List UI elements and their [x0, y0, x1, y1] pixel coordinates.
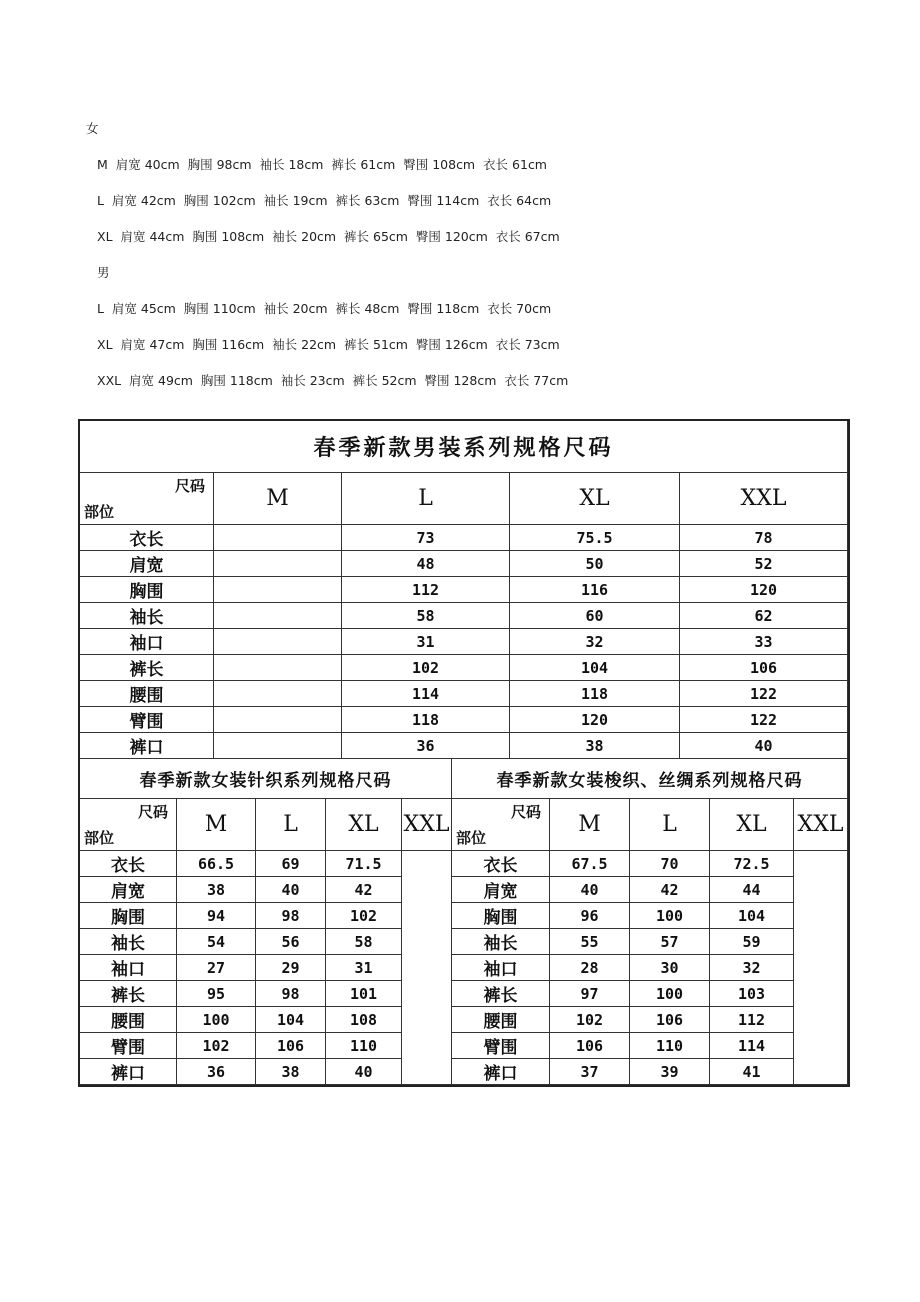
men-cell: 36	[342, 733, 510, 759]
men-cell	[214, 525, 342, 551]
women-woven-row-label: 裤口	[452, 1059, 550, 1085]
men-cell: 38	[510, 733, 680, 759]
women-knit-cell: 100	[177, 1007, 256, 1033]
women-woven-cell: 32	[710, 955, 794, 981]
women-knit-cell: 56	[256, 929, 326, 955]
women-knit-xxl-empty-column	[402, 851, 452, 1085]
men-cell	[214, 603, 342, 629]
women-knit-cell: 101	[326, 981, 402, 1007]
female-size-l-line: L 肩宽 42cm 胸围 102cm 袖长 19cm 裤长 63cm 臀围 114cm 衣长 64cm	[97, 193, 552, 208]
women-woven-cell: 40	[550, 877, 630, 903]
women-woven-cell: 37	[550, 1059, 630, 1085]
women-woven-size-header-m: M	[550, 799, 630, 851]
men-cell	[214, 577, 342, 603]
women-knit-row-label: 袖长	[80, 929, 177, 955]
men-cell: 52	[680, 551, 848, 577]
women-woven-cell: 72.5	[710, 851, 794, 877]
women-knit-cell: 104	[256, 1007, 326, 1033]
men-cell: 78	[680, 525, 848, 551]
women-woven-cell: 102	[550, 1007, 630, 1033]
men-cell: 58	[342, 603, 510, 629]
men-cell: 50	[510, 551, 680, 577]
women-knit-cell: 36	[177, 1059, 256, 1085]
women-knit-row-label: 袖口	[80, 955, 177, 981]
men-corner-cell	[80, 473, 214, 525]
female-size-xl-line: XL 肩宽 44cm 胸围 108cm 袖长 20cm 裤长 65cm 臀围 120cm 衣长 67cm	[97, 229, 560, 244]
men-cell	[214, 681, 342, 707]
men-table-title: 春季新款男装系列规格尺码	[80, 421, 848, 473]
women-woven-row-label: 裤长	[452, 981, 550, 1007]
men-row-label: 袖口	[80, 629, 214, 655]
women-knit-cell: 42	[326, 877, 402, 903]
men-cell: 102	[342, 655, 510, 681]
men-cell: 118	[342, 707, 510, 733]
women-woven-cell: 114	[710, 1033, 794, 1059]
women-knit-cell: 71.5	[326, 851, 402, 877]
women-knit-cell: 108	[326, 1007, 402, 1033]
women-woven-row-label: 腰围	[452, 1007, 550, 1033]
male-size-l-line: L 肩宽 45cm 胸围 110cm 袖长 20cm 裤长 48cm 臀围 118cm 衣长 70cm	[97, 301, 552, 316]
women-knit-row-label: 臂围	[80, 1033, 177, 1059]
women-knit-row-label: 裤口	[80, 1059, 177, 1085]
men-cell	[214, 551, 342, 577]
women-woven-cell: 96	[550, 903, 630, 929]
corner-part-label: 部位	[84, 503, 115, 521]
size-chart-tables	[78, 419, 850, 1087]
men-cell	[214, 707, 342, 733]
women-knit-cell: 27	[177, 955, 256, 981]
women-woven-cell: 44	[710, 877, 794, 903]
women-woven-cell: 110	[630, 1033, 710, 1059]
women-woven-cell: 112	[710, 1007, 794, 1033]
men-cell: 33	[680, 629, 848, 655]
women-woven-cell: 97	[550, 981, 630, 1007]
men-cell: 120	[510, 707, 680, 733]
men-cell	[214, 733, 342, 759]
women-woven-cell: 103	[710, 981, 794, 1007]
male-size-xxl-line: XXL 肩宽 49cm 胸围 118cm 袖长 23cm 裤长 52cm 臀围 128cm 衣长 77cm	[97, 373, 569, 388]
men-cell: 32	[510, 629, 680, 655]
women-knit-cell: 38	[256, 1059, 326, 1085]
women-knit-cell: 40	[326, 1059, 402, 1085]
women-knit-table-title: 春季新款女装针织系列规格尺码	[80, 759, 452, 799]
women-knit-cell: 102	[326, 903, 402, 929]
corner-size-label: 尺码	[510, 803, 541, 821]
women-woven-cell: 42	[630, 877, 710, 903]
women-knit-cell: 98	[256, 903, 326, 929]
women-knit-cell: 95	[177, 981, 256, 1007]
men-cell: 122	[680, 681, 848, 707]
women-knit-size-header-xl: XL	[326, 799, 402, 851]
female-heading: 女	[86, 121, 99, 136]
women-knit-cell: 29	[256, 955, 326, 981]
women-knit-cell: 54	[177, 929, 256, 955]
women-knit-row-label: 裤长	[80, 981, 177, 1007]
male-size-xl-line: XL 肩宽 47cm 胸围 116cm 袖长 22cm 裤长 51cm 臀围 126cm 衣长 73cm	[97, 337, 560, 352]
corner-part-label: 部位	[456, 829, 487, 847]
men-row-label: 裤口	[80, 733, 214, 759]
men-cell: 114	[342, 681, 510, 707]
male-heading: 男	[97, 265, 110, 280]
men-cell: 120	[680, 577, 848, 603]
women-woven-cell: 55	[550, 929, 630, 955]
men-size-header-l: L	[342, 473, 510, 525]
men-cell: 60	[510, 603, 680, 629]
women-knit-corner-cell	[80, 799, 177, 851]
corner-size-label: 尺码	[137, 803, 168, 821]
men-row-label: 袖长	[80, 603, 214, 629]
women-woven-row-label: 袖长	[452, 929, 550, 955]
women-knit-row-label: 胸围	[80, 903, 177, 929]
men-size-header-xxl: XXL	[680, 473, 848, 525]
women-knit-cell: 58	[326, 929, 402, 955]
women-woven-cell: 106	[550, 1033, 630, 1059]
women-woven-cell: 100	[630, 981, 710, 1007]
women-knit-cell: 31	[326, 955, 402, 981]
women-knit-cell: 98	[256, 981, 326, 1007]
men-cell: 118	[510, 681, 680, 707]
women-woven-cell: 59	[710, 929, 794, 955]
women-woven-corner-cell	[452, 799, 550, 851]
men-cell: 73	[342, 525, 510, 551]
women-knit-row-label: 衣长	[80, 851, 177, 877]
men-cell	[214, 655, 342, 681]
women-woven-cell: 30	[630, 955, 710, 981]
women-knit-row-label: 肩宽	[80, 877, 177, 903]
men-cell	[214, 629, 342, 655]
women-woven-cell: 39	[630, 1059, 710, 1085]
corner-size-label: 尺码	[174, 477, 205, 495]
men-cell: 106	[680, 655, 848, 681]
men-row-label: 胸围	[80, 577, 214, 603]
women-woven-cell: 28	[550, 955, 630, 981]
women-woven-size-header-l: L	[630, 799, 710, 851]
men-row-label: 腰围	[80, 681, 214, 707]
women-knit-row-label: 腰围	[80, 1007, 177, 1033]
men-cell: 31	[342, 629, 510, 655]
men-cell: 104	[510, 655, 680, 681]
women-woven-size-header-xl: XL	[710, 799, 794, 851]
men-size-header-m: M	[214, 473, 342, 525]
men-row-label: 臂围	[80, 707, 214, 733]
women-knit-cell: 69	[256, 851, 326, 877]
corner-part-label: 部位	[84, 829, 115, 847]
men-cell: 62	[680, 603, 848, 629]
women-woven-row-label: 胸围	[452, 903, 550, 929]
men-cell: 40	[680, 733, 848, 759]
women-woven-row-label: 肩宽	[452, 877, 550, 903]
men-row-label: 裤长	[80, 655, 214, 681]
women-woven-cell: 67.5	[550, 851, 630, 877]
women-woven-size-header-xxl: XXL	[794, 799, 848, 851]
women-woven-row-label: 臂围	[452, 1033, 550, 1059]
women-knit-cell: 106	[256, 1033, 326, 1059]
men-cell: 116	[510, 577, 680, 603]
women-woven-xxl-empty-column	[794, 851, 848, 1085]
women-woven-table-title: 春季新款女装梭织、丝绸系列规格尺码	[452, 759, 848, 799]
women-woven-cell: 100	[630, 903, 710, 929]
women-woven-cell: 106	[630, 1007, 710, 1033]
men-cell: 122	[680, 707, 848, 733]
men-cell: 75.5	[510, 525, 680, 551]
women-knit-cell: 38	[177, 877, 256, 903]
women-woven-cell: 70	[630, 851, 710, 877]
women-woven-cell: 104	[710, 903, 794, 929]
men-cell: 48	[342, 551, 510, 577]
women-knit-size-header-l: L	[256, 799, 326, 851]
women-knit-cell: 66.5	[177, 851, 256, 877]
women-knit-size-header-m: M	[177, 799, 256, 851]
men-row-label: 肩宽	[80, 551, 214, 577]
female-size-m-line: M 肩宽 40cm 胸围 98cm 袖长 18cm 裤长 61cm 臀围 108cm 衣长 61cm	[97, 157, 547, 172]
women-knit-cell: 94	[177, 903, 256, 929]
women-woven-row-label: 袖口	[452, 955, 550, 981]
women-knit-cell: 102	[177, 1033, 256, 1059]
women-woven-cell: 41	[710, 1059, 794, 1085]
women-knit-cell: 40	[256, 877, 326, 903]
men-cell: 112	[342, 577, 510, 603]
women-knit-cell: 110	[326, 1033, 402, 1059]
women-knit-size-header-xxl: XXL	[402, 799, 452, 851]
men-row-label: 衣长	[80, 525, 214, 551]
men-size-header-xl: XL	[510, 473, 680, 525]
women-woven-row-label: 衣长	[452, 851, 550, 877]
women-woven-cell: 57	[630, 929, 710, 955]
